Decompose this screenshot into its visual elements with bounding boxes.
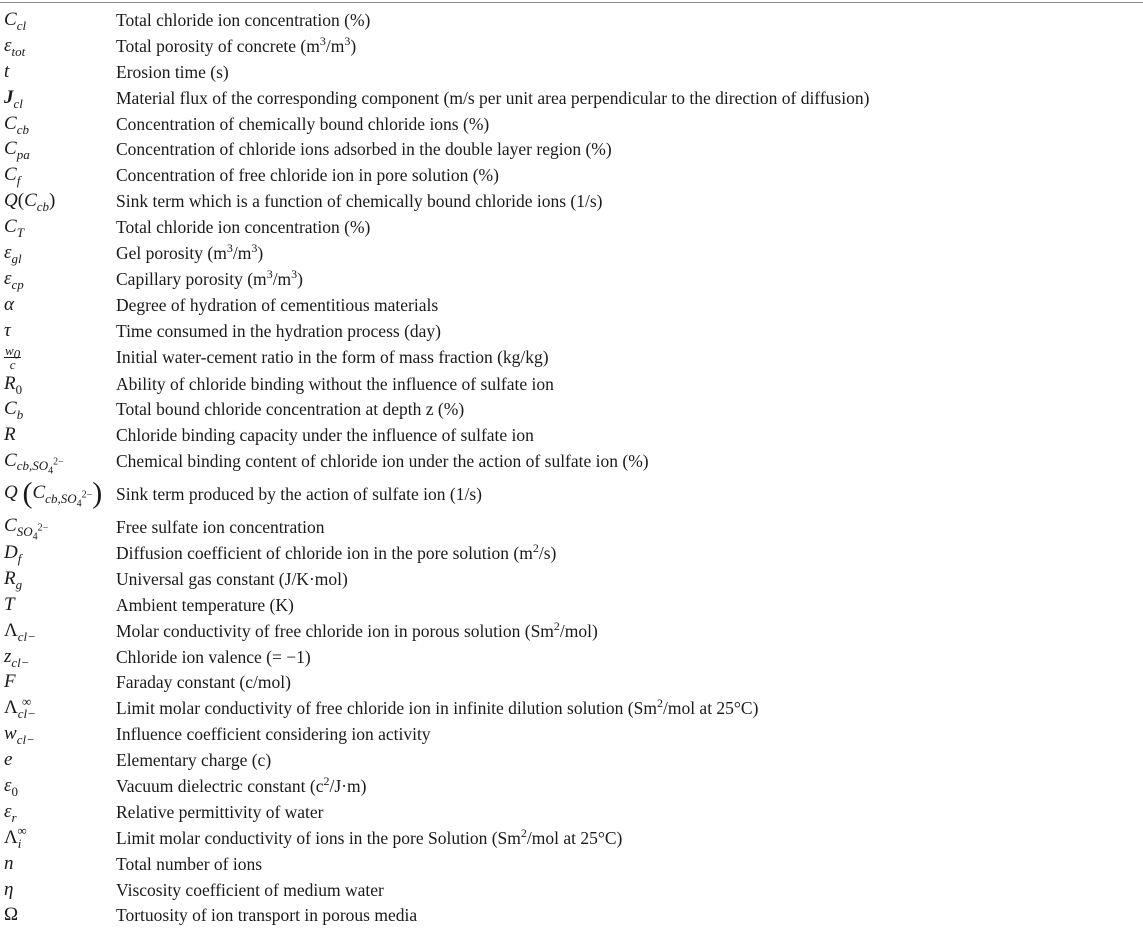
symbol-cell: $C_b$ <box>4 398 24 423</box>
table-row <box>0 85 1143 111</box>
symbol-cell: $Q(C_{cb})$ <box>4 190 56 214</box>
symbol-cell: n <box>4 852 14 874</box>
description-cell: Initial water-cement ratio in the form of mass fraction (kg/kg) <box>116 347 549 368</box>
description-cell: Sink term produced by the action of sulfate ion (1/s) <box>116 484 482 505</box>
symbol-cell: $J_{cl}$ <box>4 86 23 111</box>
table-row <box>0 162 1143 188</box>
table-row <box>0 474 1143 514</box>
table-row <box>0 695 1143 721</box>
table-row <box>0 540 1143 566</box>
symbol-cell: T <box>4 593 15 615</box>
description-cell: Vacuum dielectric constant $(c^2/J\cdot m)$ <box>116 774 367 796</box>
description-cell: Total bound chloride concentration at depth z (%) <box>116 399 465 420</box>
symbol-cell: $C_f$ <box>4 164 21 189</box>
table-row <box>0 669 1143 695</box>
table-row <box>0 136 1143 162</box>
description-cell: Chloride ion valence (= −1) <box>116 646 311 667</box>
symbol-cell: F <box>4 671 16 693</box>
table-row <box>0 240 1143 266</box>
table-row <box>0 851 1143 877</box>
table-top-rule <box>0 2 1143 3</box>
symbol-cell: η <box>4 878 14 900</box>
symbol-cell: $\Lambda_{cl-}$ <box>4 619 36 644</box>
symbol-cell: $\varepsilon_{cp}$ <box>4 267 24 292</box>
symbol-cell: $C_{pa}$ <box>4 138 30 163</box>
description-cell: Chloride binding capacity under the influence of sulfate ion <box>116 425 534 446</box>
symbol-cell: $C_{cb,SO_4^{2-}}$ <box>4 449 64 477</box>
symbol-cell: $\varepsilon_{tot}$ <box>4 34 26 59</box>
table-row <box>0 344 1143 371</box>
symbol-cell: $R_0$ <box>4 372 23 397</box>
symbol-cell: R <box>4 424 16 446</box>
description-cell: Relative permittivity of water <box>116 801 324 822</box>
symbol-cell: Ω <box>4 904 19 926</box>
description-cell: Total chloride ion concentration (%) <box>116 9 371 30</box>
description-cell: Erosion time (s) <box>116 61 229 82</box>
description-cell: Influence coefficient considering ion activity <box>116 724 431 745</box>
symbol-cell: $C_{cl}$ <box>4 8 27 33</box>
table-row <box>0 566 1143 592</box>
nomenclature-table <box>0 7 1143 928</box>
table-row <box>0 422 1143 448</box>
description-cell: Capillary porosity $(m^3/m^3)$ <box>116 267 303 289</box>
table-row <box>0 773 1143 799</box>
description-cell: Elementary charge (c) <box>116 750 272 771</box>
description-cell: Concentration of chloride ions adsorbed in the double layer region (%) <box>116 139 612 160</box>
table-row <box>0 618 1143 644</box>
table-row <box>0 448 1143 474</box>
table-row <box>0 188 1143 214</box>
table-row <box>0 747 1143 773</box>
description-cell: Total porosity of concrete $(m^3/m^3)$ <box>116 34 357 56</box>
description-cell: Time consumed in the hydration process (day) <box>116 320 441 341</box>
symbol-cell: t <box>4 60 10 82</box>
description-cell: Concentration of free chloride ion in pore solution (%) <box>116 165 499 186</box>
table-row <box>0 799 1143 825</box>
symbol-cell: e <box>4 749 13 771</box>
table-row <box>0 592 1143 618</box>
symbol-cell: $\varepsilon_{gl}$ <box>4 241 22 266</box>
description-cell: Limit molar conductivity of ions in the pore Solution (Sm$^2$/mol at 25°C) <box>116 825 623 848</box>
symbol-cell: τ <box>4 319 11 341</box>
description-cell: Faraday constant (c/mol) <box>116 672 291 693</box>
description-cell: Gel porosity $(m^3/m^3)$ <box>116 241 264 263</box>
symbol-cell: α <box>4 293 14 315</box>
description-cell: Free sulfate ion concentration <box>116 517 325 538</box>
description-cell: Universal gas constant (J/K·mol) <box>116 568 348 589</box>
description-cell: Chemical binding content of chloride ion under the action of sulfate ion (%) <box>116 451 649 472</box>
table-row <box>0 266 1143 292</box>
table-row <box>0 292 1143 318</box>
table-row <box>0 318 1143 344</box>
description-cell: Limit molar conductivity of free chloride ion in infinite dilution solution (Sm$^2$/mol at 25°C) <box>116 696 759 719</box>
symbol-cell: $C_{SO_4^{2-}}$ <box>4 515 49 543</box>
symbol-cell: $z_{cl-}$ <box>4 645 30 670</box>
symbol-cell: $D_f$ <box>4 541 22 566</box>
table-row <box>0 59 1143 85</box>
table-row <box>0 721 1143 747</box>
symbol-cell: $C_{cb}$ <box>4 112 29 137</box>
symbol-cell: $\varepsilon_r$ <box>4 800 17 825</box>
symbol-cell: $\Lambda_i^\infty$ <box>4 823 27 851</box>
table-row <box>0 903 1143 929</box>
table-row <box>0 33 1143 59</box>
table-row <box>0 371 1143 397</box>
table-row <box>0 825 1143 851</box>
description-cell: Tortuosity of ion transport in porous media <box>116 905 418 926</box>
table-row <box>0 7 1143 33</box>
symbol-cell: $w_{cl-}$ <box>4 723 35 747</box>
description-cell: Viscosity coefficient of medium water <box>116 879 384 900</box>
symbol-cell: $\Lambda_{cl-}^\infty$ <box>4 693 36 722</box>
description-cell: Total chloride ion concentration (%) <box>116 217 371 238</box>
description-cell: Molar conductivity of free chloride ion in porous solution (Sm$^2$/mol) <box>116 618 598 641</box>
description-cell: Material flux of the corresponding component (m/s per unit area perpendicular to the direction of diffusion) <box>116 87 870 108</box>
description-cell: Ability of chloride binding without the influence of sulfate ion <box>116 373 554 394</box>
symbol-cell: $\varepsilon_0$ <box>4 774 18 799</box>
table-row <box>0 214 1143 240</box>
symbol-cell: $R_g$ <box>4 567 23 592</box>
symbol-cell: $\frac{w_0}{c}$ <box>5 342 21 372</box>
description-cell: Degree of hydration of cementitious materials <box>116 294 439 315</box>
description-cell: Diffusion coefficient of chloride ion in the pore solution $(m^2/s)$ <box>116 541 557 563</box>
table-row <box>0 644 1143 670</box>
description-cell: Sink term which is a function of chemically bound chloride ions (1/s) <box>116 191 603 212</box>
description-cell: Concentration of chemically bound chloride ions (%) <box>116 113 490 134</box>
table-row <box>0 877 1143 903</box>
symbol-cell: Q $(C_{cb,SO_4^{2-}})$ <box>4 477 103 511</box>
description-cell: Total number of ions <box>116 853 263 874</box>
table-row <box>0 514 1143 540</box>
symbol-cell: $C_T$ <box>4 216 24 240</box>
table-row <box>0 111 1143 137</box>
table-row <box>0 396 1143 422</box>
description-cell: Ambient temperature (K) <box>116 594 294 615</box>
